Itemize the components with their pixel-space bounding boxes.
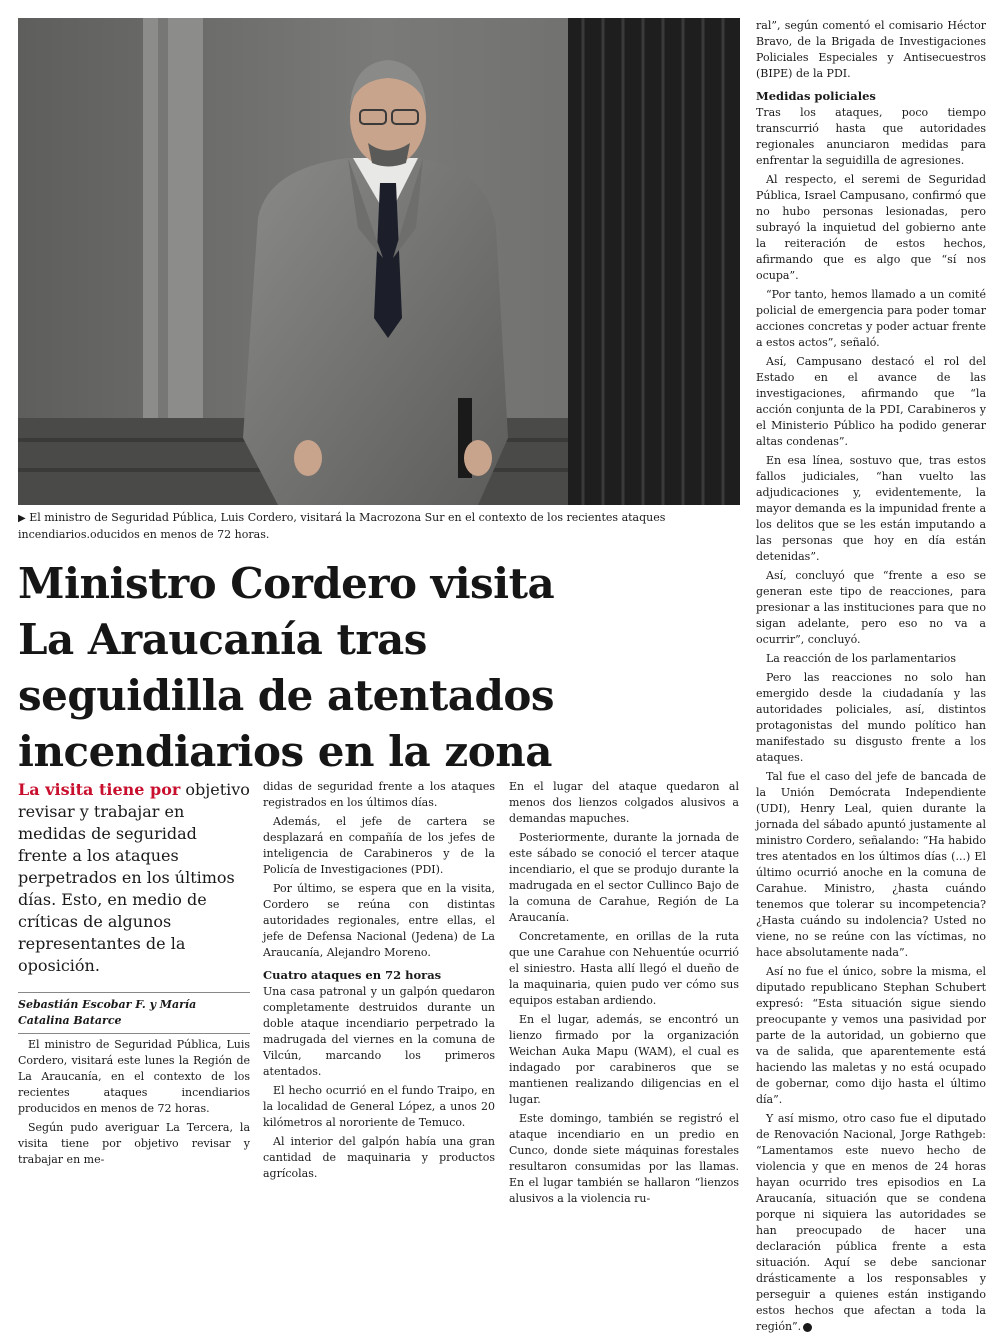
paragraph: Así no fue el único, sobre la misma, el diputado republicano Stephan Schubert expresó: “Esta situación sigue siendo preocupante y vemos una pasividad por parte de la autoridad, un gobierno que va de salida, que aparentemente está haciendo las maletas y no está ocupado de gobernar, como dijo hasta el último día”.: [756, 965, 986, 1106]
paragraph: En esa línea, sostuvo que, tras estos fallos judiciales, “han vuelto las adjudicaciones y, evidentemente, la mayor demanda es la impunidad frente a los delitos que se les están imputando a las personas que hoy en día están detenidas”.: [756, 454, 986, 563]
paragraph: Al interior del galpón había una gran cantidad de maquinaria y productos agrícolas.: [263, 1135, 495, 1180]
paragraph: Concretamente, en orillas de la ruta que une Carahue con Nehuentúe ocurrió el siniestro. Hasta allí llegó el dueño de la maquinaria, quien pudo ver cómo sus equipos estaban ardiendo.: [509, 930, 739, 1007]
photo-illustration: [18, 18, 740, 505]
paragraph: “Por tanto, hemos llamado a un comité policial de emergencia para poder tomar acciones concretas y poder actuar frente a estos actos”, señaló.: [756, 288, 986, 349]
article-lead: [18, 779, 250, 977]
paragraph: Así, concluyó que “frente a eso se generan este tipo de reacciones, para presionar a las instituciones para que no sigan adelante, pero eso no va a ocurrir”, concluyó.: [756, 569, 986, 646]
paragraph: Este domingo, también se registró el ataque incendiario en un predio en Cunco, donde siete máquinas forestales resultaron consumidas por las llamas. En el lugar también se hallaron “lienzos alusivos a la violencia ru-: [509, 1112, 739, 1205]
paragraph: Según pudo averiguar La Tercera, la visita tiene por objetivo revisar y trabajar en me-: [18, 1121, 250, 1166]
body-column-4: [756, 18, 986, 1338]
photo-caption: [18, 510, 740, 543]
subheading: Medidas policiales: [756, 89, 876, 103]
paragraph: Por último, se espera que en la visita, Cordero se reúna con distintas autoridades regionales, entre ellas, el jefe de Defensa Nacional (Jedena) de La Araucanía, Alejandro Moreno.: [263, 882, 495, 959]
caption-text: El ministro de Seguridad Pública, Luis Cordero, visitará la Macrozona Sur en el contexto de los recientes ataques incendiarios.oducidos en menos de 72 horas.: [18, 511, 666, 541]
paragraph: Tal fue el caso del jefe de bancada de la Unión Demócrata Independiente (UDI), Henry Leal, quien durante la jornada del sábado apuntó justamente al ministro Cordero, señalando: “Ha habido tres atentados en los últimos días (...) El último ocurrió anoche en la comuna de Carahue. Ministro, ¿hasta cuándo tenemos que tolerar su incompetencia? ¿Hasta cuándo su indolencia? Usted no viene, no se reúne con las víctimas, no hace absolutamente nada”.: [756, 770, 986, 959]
paragraph: Al respecto, el seremi de Seguridad Pública, Israel Campusano, confirmó que no hubo personas lesionadas, pero subrayó la inquietud del gobierno ante la reiteración de estos hechos, afirmando que es algo que “sí nos ocupa”.: [756, 173, 986, 282]
subheading: Cuatro ataques en 72 horas: [263, 968, 442, 982]
paragraph: Posteriormente, durante la jornada de este sábado se conoció el tercer ataque incendiario, el que se produjo durante la madrugada en el sector Cullinco Bajo de la comuna de Carahue, Región de La Araucanía.: [509, 831, 739, 924]
subheading-inline: La reacción de los parlamentarios: [766, 652, 957, 665]
paragraph: [756, 1111, 986, 1335]
lead-highlight: La visita tiene por: [18, 780, 181, 799]
end-mark-icon: [803, 1323, 812, 1332]
body-column-2: [263, 779, 495, 1185]
body-column-3: [509, 779, 739, 1210]
article-headline: Ministro Cordero visita La Araucanía tras seguidilla de atentados incendiarios en la zona: [18, 559, 555, 776]
paragraph: En el lugar del ataque quedaron al menos dos lienzos colgados alusivos a demandas mapuches.: [509, 780, 739, 825]
article-photo: [18, 18, 740, 505]
paragraph: El hecho ocurrió en el fundo Traipo, en la localidad de General López, a unos 20 kilómetros al nororiente de Temuco.: [263, 1084, 495, 1129]
paragraph: En el lugar, además, se encontró un lienzo firmado por la organización Weichan Auka Mapu (WAM), el cual es indagado por carabineros que se mantienen realizando diligencias en el lugar.: [509, 1013, 739, 1106]
caption-marker-icon: ▶: [18, 513, 26, 524]
paragraph: didas de seguridad frente a los ataques registrados en los últimos días.: [263, 780, 495, 809]
paragraph: Además, el jefe de cartera se desplazará en compañía de los jefes de inteligencia de Carabineros y de la Policía de Investigaciones (PDI).: [263, 815, 495, 876]
paragraph: Pero las reacciones no solo han emergido desde la ciudadanía y las autoridades policiales, así, distintos protagonistas del mundo político han manifestado su disgusto frente a los ataques.: [756, 671, 986, 764]
lead-text: objetivo revisar y trabajar en medidas de seguridad frente a los ataques perpetrados en los últimos días. Esto, en medio de críticas de algunos representantes de la oposición.: [18, 780, 250, 975]
body-column-1: [18, 1037, 250, 1171]
paragraph-text: Y así mismo, otro caso fue el diputado de Renovación Nacional, Jorge Rathgeb: “Lamentamos este nuevo hecho de violencia y que en menos de 24 horas hayan ocurrido tres episodios en La Araucanía, situación que se condena porque ni siquiera las autoridades se han preocupado de hacer una declaración pública frente a esta situación. Aquí se debe sancionar drásticamente a los responsables y perseguir a quienes están instigando estos hechos que afectan a toda la región”.: [756, 1112, 986, 1333]
article-byline: Sebastián Escobar F. y María Catalina Batarce: [18, 992, 250, 1034]
paragraph: Una casa patronal y un galpón quedaron completamente destruidos durante un doble ataque incendiario perpetrado la madrugada del viernes en la comuna de Vilcún, marcando los primeros atentados.: [263, 985, 495, 1078]
paragraph: Así, Campusano destacó el rol del Estado en el avance de las investigaciones, afirmando que “la acción conjunta de la PDI, Carabineros y el Ministerio Público ha podido generar altas condenas”.: [756, 355, 986, 448]
paragraph: El ministro de Seguridad Pública, Luis Cordero, visitará este lunes la Región de La Araucanía, en el contexto de los recientes ataques incendiarios producidos en menos de 72 horas.: [18, 1038, 250, 1115]
paragraph: ral”, según comentó el comisario Héctor Bravo, de la Brigada de Investigaciones Policiales Especiales y Antisecuestros (BIPE) de la PDI.: [756, 19, 986, 80]
paragraph: Tras los ataques, poco tiempo transcurrió hasta que autoridades regionales anunciaron medidas para enfrentar la seguidilla de agresiones.: [756, 106, 986, 167]
